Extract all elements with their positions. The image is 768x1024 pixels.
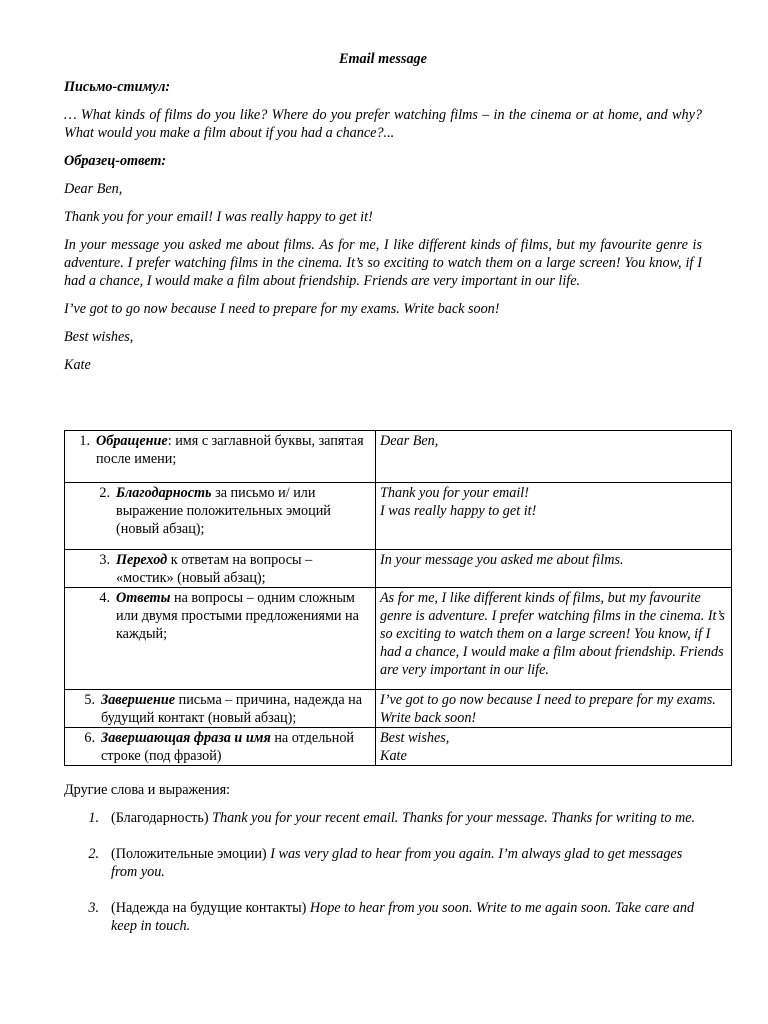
list-number: 1. bbox=[88, 810, 99, 826]
table-cell-example: In your message you asked me about films. bbox=[376, 550, 732, 588]
table-cell-rule bbox=[65, 483, 376, 550]
rule-term: Переход bbox=[116, 552, 168, 568]
document-body bbox=[64, 50, 702, 384]
list-item-label: (Положительные эмоции) bbox=[111, 846, 271, 862]
table-row bbox=[65, 550, 732, 588]
table-cell-rule bbox=[65, 588, 376, 690]
row-number: 2. bbox=[99, 485, 110, 501]
table-cell-rule bbox=[65, 550, 376, 588]
rule-term: Завершающая фраза и имя bbox=[101, 730, 271, 746]
structure-table bbox=[64, 430, 732, 766]
stimulus-label: Письмо-стимул: bbox=[64, 79, 171, 95]
table-cell-rule bbox=[65, 431, 376, 483]
table-cell-rule bbox=[65, 728, 376, 766]
list-number: 2. bbox=[88, 846, 99, 862]
table-cell-example: I’ve got to go now because I need to prepare for my exams. Write back soon! bbox=[376, 690, 732, 728]
list-item bbox=[64, 809, 704, 827]
table-cell-example bbox=[376, 728, 732, 766]
letter-thanks: Thank you for your email! I was really happy to get it! bbox=[64, 209, 373, 225]
table-row bbox=[65, 588, 732, 690]
table-row bbox=[65, 431, 732, 483]
rule-term: Ответы bbox=[116, 590, 171, 606]
row-number: 4. bbox=[99, 590, 110, 606]
table-cell-example: As for me, I like different kinds of films, but my favourite genre is adventure. I prefer watching films in the cinema. It’s so exciting to watch them on a large screen! You know, if I had a chance, I would make a film about friendship. Friends are very important in our life. bbox=[376, 588, 732, 690]
example-line: I was really happy to get it! bbox=[380, 503, 537, 519]
table-cell-rule bbox=[65, 690, 376, 728]
table-row bbox=[65, 483, 732, 550]
row-number: 5. bbox=[84, 692, 95, 708]
expressions-list bbox=[64, 809, 704, 935]
list-item-text: Hope to hear from you soon. Write to me again soon. Take care and keep in touch. bbox=[111, 900, 695, 934]
rule-text: письма – причина, надежда на будущий контакт (новый абзац); bbox=[101, 692, 363, 726]
letter-name: Kate bbox=[64, 357, 91, 373]
sample-label: Образец-ответ: bbox=[64, 153, 167, 169]
list-item-label: (Надежда на будущие контакты) bbox=[111, 900, 310, 916]
rule-text: : имя с заглавной буквы, запятая после имени; bbox=[96, 433, 364, 467]
other-expressions bbox=[64, 781, 704, 953]
list-item-text: I was very glad to hear from you again. I’m always glad to get messages from you. bbox=[111, 846, 683, 880]
table-cell-example bbox=[376, 483, 732, 550]
rule-text: на отдельной строке (под фразой) bbox=[101, 730, 355, 764]
other-expressions-title: Другие слова и выражения: bbox=[64, 782, 231, 798]
row-number: 1. bbox=[79, 433, 90, 449]
rule-text: к ответам на вопросы – «мостик» (новый абзац); bbox=[116, 552, 313, 586]
list-number: 3. bbox=[88, 900, 99, 916]
rule-term: Благодарность bbox=[116, 485, 212, 501]
document-title: Email message bbox=[339, 51, 427, 67]
list-item bbox=[64, 899, 704, 935]
row-number: 6. bbox=[84, 730, 95, 746]
example-line: Kate bbox=[380, 748, 407, 764]
table-row bbox=[65, 690, 732, 728]
rule-text: за письмо и/ или выражение положительных эмоций (новый абзац); bbox=[116, 485, 331, 537]
letter-closing: I’ve got to go now because I need to prepare for my exams. Write back soon! bbox=[64, 301, 500, 317]
example-line: Best wishes, bbox=[380, 730, 450, 746]
rule-term: Обращение bbox=[96, 433, 168, 449]
rule-text: на вопросы – одним сложным или двумя простыми предложениями на каждый; bbox=[116, 590, 359, 642]
row-number: 3. bbox=[99, 552, 110, 568]
example-line: Thank you for your email! bbox=[380, 485, 529, 501]
letter-greeting: Dear Ben, bbox=[64, 181, 123, 197]
rule-term: Завершение bbox=[101, 692, 176, 708]
list-item-text: Thank you for your recent email. Thanks for your message. Thanks for writing to me. bbox=[212, 810, 696, 826]
table-row bbox=[65, 728, 732, 766]
list-item bbox=[64, 845, 704, 881]
letter-sign-off: Best wishes, bbox=[64, 329, 134, 345]
letter-body: In your message you asked me about films. As for me, I like different kinds of films, but my favourite genre is adventure. I prefer watching films in the cinema. It’s so exciting to watch them on a large screen! You know, if I had a chance, I would make a film about friendship. Friends are very important in our life. bbox=[64, 237, 702, 289]
table-cell-example: Dear Ben, bbox=[376, 431, 732, 483]
list-item-label: (Благодарность) bbox=[111, 810, 213, 826]
stimulus-text: … What kinds of films do you like? Where do you prefer watching films – in the cinema or at home, and why? What would you make a film about if you had a chance?... bbox=[64, 107, 702, 141]
